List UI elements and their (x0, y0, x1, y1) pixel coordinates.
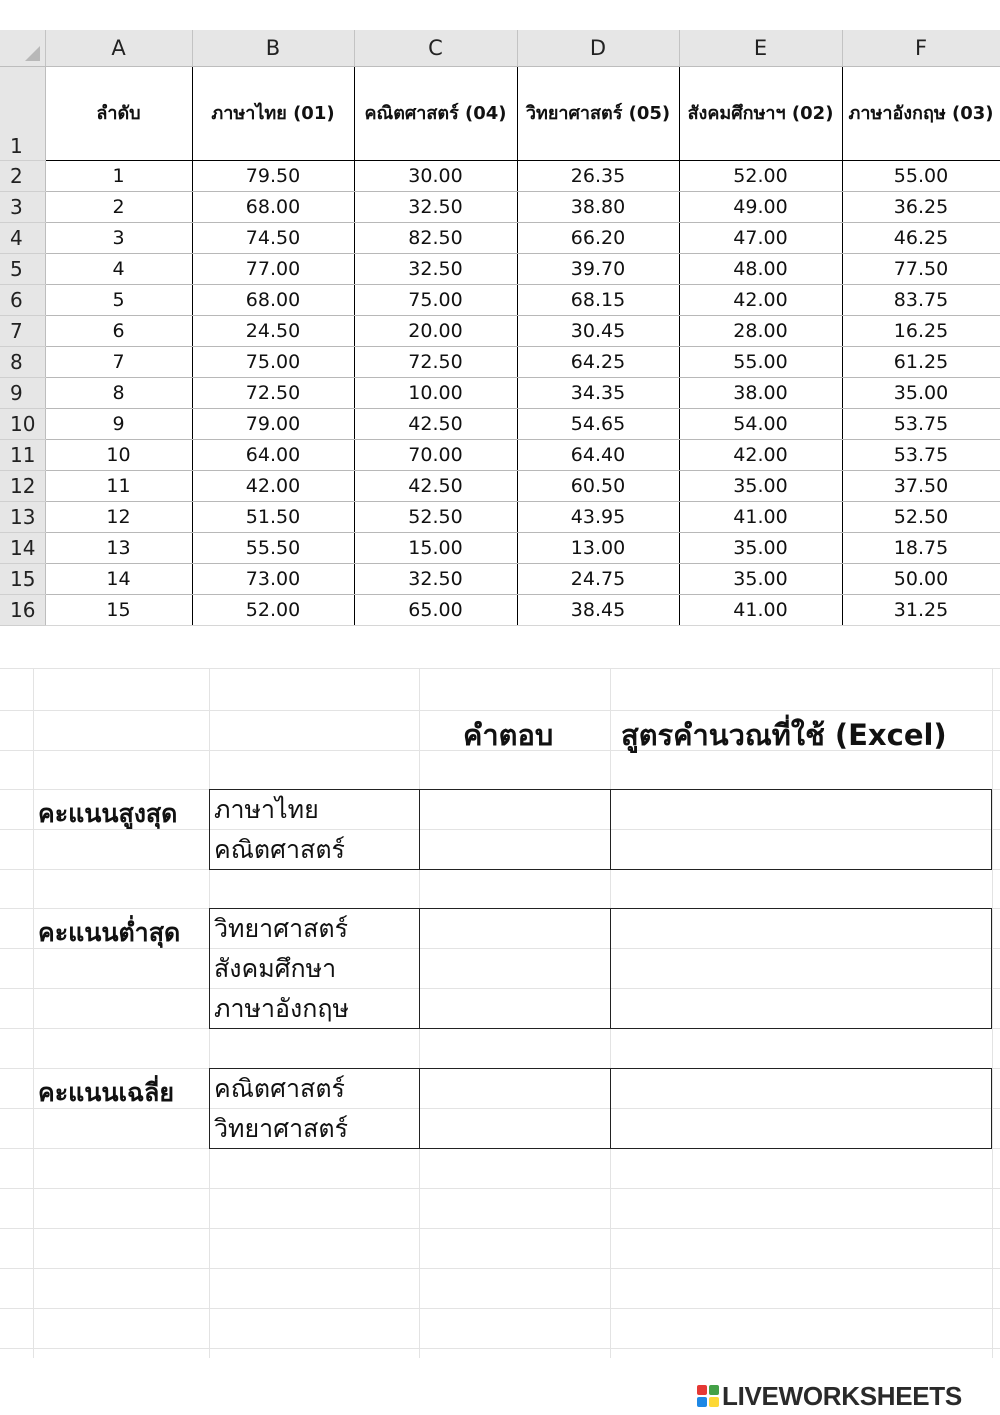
cell-english[interactable]: 31.25 (842, 595, 1000, 626)
cell-english[interactable]: 83.75 (842, 285, 1000, 316)
cell-english[interactable]: 55.00 (842, 161, 1000, 192)
avg-score-label: คะแนนเฉลี่ย (38, 1078, 174, 1107)
cell-science[interactable]: 30.45 (517, 316, 679, 347)
gridline (0, 1228, 1000, 1229)
gridline (992, 668, 993, 1358)
cell-order[interactable]: 4 (45, 254, 192, 285)
cell-science[interactable]: 34.35 (517, 378, 679, 409)
table-row (0, 440, 1000, 471)
cell-english[interactable]: 35.00 (842, 378, 1000, 409)
cell-thai[interactable]: 79.50 (192, 161, 354, 192)
cell-thai[interactable]: 73.00 (192, 564, 354, 595)
cell-math[interactable]: 75.00 (354, 285, 517, 316)
cell-social[interactable]: 28.00 (679, 316, 842, 347)
cell-math[interactable]: 42.50 (354, 409, 517, 440)
max-formula-box[interactable] (610, 789, 992, 870)
answer-column-header: คำตอบ (463, 718, 554, 752)
row-number[interactable]: 7 (0, 316, 45, 347)
min-subject-science: วิทยาศาสตร์ (214, 914, 349, 943)
row-number[interactable]: 3 (0, 192, 45, 223)
cell-social[interactable]: 42.00 (679, 285, 842, 316)
cell-science[interactable]: 13.00 (517, 533, 679, 564)
header-cell-order[interactable]: ลำดับ (45, 67, 192, 161)
cell-math[interactable]: 30.00 (354, 161, 517, 192)
cell-order[interactable]: 6 (45, 316, 192, 347)
cell-science[interactable]: 60.50 (517, 471, 679, 502)
header-cell-social[interactable]: สังคมศึกษาฯ (02) (679, 67, 842, 161)
cell-social[interactable]: 47.00 (679, 223, 842, 254)
row-number[interactable]: 6 (0, 285, 45, 316)
row-number[interactable]: 1 (0, 67, 45, 161)
cell-english[interactable]: 53.75 (842, 409, 1000, 440)
cell-order[interactable]: 9 (45, 409, 192, 440)
cell-order[interactable]: 13 (45, 533, 192, 564)
row-number[interactable]: 11 (0, 440, 45, 471)
table-row (0, 285, 1000, 316)
table-row (0, 564, 1000, 595)
header-cell-english[interactable]: ภาษาอังกฤษ (03) (842, 67, 1000, 161)
min-subject-social: สังคมศึกษา (214, 954, 337, 983)
cell-social[interactable]: 55.00 (679, 347, 842, 378)
cell-english[interactable]: 53.75 (842, 440, 1000, 471)
cell-english[interactable]: 52.50 (842, 502, 1000, 533)
cell-social[interactable]: 41.00 (679, 595, 842, 626)
cell-math[interactable]: 42.50 (354, 471, 517, 502)
cell-social[interactable]: 35.00 (679, 564, 842, 595)
select-all-corner[interactable] (0, 30, 45, 67)
column-header-d[interactable]: D (517, 30, 679, 67)
max-score-label: คะแนนสูงสุด (38, 799, 178, 828)
table-row (0, 223, 1000, 254)
liveworksheets-logo-text: LIVEWORKSHEETS (722, 1380, 962, 1411)
min-formula-box[interactable] (610, 908, 992, 1029)
cell-math[interactable]: 32.50 (354, 564, 517, 595)
column-header-c[interactable]: C (354, 30, 517, 67)
cell-order[interactable]: 8 (45, 378, 192, 409)
formula-column-header: สูตรคำนวณที่ใช้ (Excel) (621, 718, 947, 752)
liveworksheets-logo (697, 1381, 962, 1411)
cell-thai[interactable]: 74.50 (192, 223, 354, 254)
cell-science[interactable]: 43.95 (517, 502, 679, 533)
avg-subject-science: วิทยาศาสตร์ (214, 1114, 349, 1143)
table-row (0, 533, 1000, 564)
cell-thai[interactable]: 68.00 (192, 285, 354, 316)
gridline (0, 1348, 1000, 1349)
cell-thai[interactable]: 52.00 (192, 595, 354, 626)
cell-math[interactable]: 32.50 (354, 254, 517, 285)
table-row (0, 471, 1000, 502)
avg-subject-math: คณิตศาสตร์ (214, 1074, 345, 1103)
cell-social[interactable]: 48.00 (679, 254, 842, 285)
header-cell-math[interactable]: คณิตศาสตร์ (04) (354, 67, 517, 161)
column-header-a[interactable]: A (45, 30, 192, 67)
cell-science[interactable]: 38.80 (517, 192, 679, 223)
table-row (0, 316, 1000, 347)
cell-science[interactable]: 68.15 (517, 285, 679, 316)
cell-thai[interactable]: 64.00 (192, 440, 354, 471)
cell-order[interactable]: 3 (45, 223, 192, 254)
cell-order[interactable]: 14 (45, 564, 192, 595)
cell-math[interactable]: 32.50 (354, 192, 517, 223)
cell-order[interactable]: 7 (45, 347, 192, 378)
table-row (0, 161, 1000, 192)
gridline (0, 1308, 1000, 1309)
cell-science[interactable]: 24.75 (517, 564, 679, 595)
cell-order[interactable]: 10 (45, 440, 192, 471)
cell-thai[interactable]: 51.50 (192, 502, 354, 533)
cell-science[interactable]: 66.20 (517, 223, 679, 254)
cell-english[interactable]: 37.50 (842, 471, 1000, 502)
table-row (0, 192, 1000, 223)
table-row (0, 502, 1000, 533)
cell-thai[interactable]: 79.00 (192, 409, 354, 440)
worksheet-section (0, 668, 1000, 1358)
avg-answer-box[interactable] (419, 1068, 611, 1149)
table-row (0, 254, 1000, 285)
cell-english[interactable]: 50.00 (842, 564, 1000, 595)
header-cell-science[interactable]: วิทยาศาสตร์ (05) (517, 67, 679, 161)
cell-science[interactable]: 54.65 (517, 409, 679, 440)
table-row (0, 595, 1000, 626)
cell-thai[interactable]: 42.00 (192, 471, 354, 502)
cell-social[interactable]: 38.00 (679, 378, 842, 409)
cell-math[interactable]: 72.50 (354, 347, 517, 378)
row-number[interactable]: 16 (0, 595, 45, 626)
header-cell-thai[interactable]: ภาษาไทย (01) (192, 67, 354, 161)
cell-math[interactable]: 52.50 (354, 502, 517, 533)
cell-math[interactable]: 70.00 (354, 440, 517, 471)
cell-thai[interactable]: 55.50 (192, 533, 354, 564)
min-answer-box[interactable] (419, 908, 611, 1029)
row-number[interactable]: 14 (0, 533, 45, 564)
cell-social[interactable]: 49.00 (679, 192, 842, 223)
cell-english[interactable]: 46.25 (842, 223, 1000, 254)
cell-social[interactable]: 52.00 (679, 161, 842, 192)
cell-social[interactable]: 54.00 (679, 409, 842, 440)
cell-english[interactable]: 61.25 (842, 347, 1000, 378)
cell-social[interactable]: 35.00 (679, 533, 842, 564)
column-header-row (0, 30, 1000, 67)
liveworksheets-logo-icon (697, 1385, 719, 1407)
cell-thai[interactable]: 68.00 (192, 192, 354, 223)
table-row (0, 347, 1000, 378)
cell-english[interactable]: 16.25 (842, 316, 1000, 347)
cell-english[interactable]: 18.75 (842, 533, 1000, 564)
cell-math[interactable]: 10.00 (354, 378, 517, 409)
cell-english[interactable]: 36.25 (842, 192, 1000, 223)
cell-order[interactable]: 2 (45, 192, 192, 223)
cell-order[interactable]: 1 (45, 161, 192, 192)
avg-formula-box[interactable] (610, 1068, 992, 1149)
table-row (0, 378, 1000, 409)
cell-order[interactable]: 12 (45, 502, 192, 533)
cell-order[interactable]: 5 (45, 285, 192, 316)
score-spreadsheet (0, 30, 1000, 622)
cell-thai[interactable]: 24.50 (192, 316, 354, 347)
cell-social[interactable]: 41.00 (679, 502, 842, 533)
cell-science[interactable]: 39.70 (517, 254, 679, 285)
cell-thai[interactable]: 75.00 (192, 347, 354, 378)
cell-thai[interactable]: 77.00 (192, 254, 354, 285)
max-subject-math: คณิตศาสตร์ (214, 835, 345, 864)
column-header-b[interactable]: B (192, 30, 354, 67)
cell-science[interactable]: 38.45 (517, 595, 679, 626)
cell-order[interactable]: 15 (45, 595, 192, 626)
cell-social[interactable]: 35.00 (679, 471, 842, 502)
column-header-f[interactable]: F (842, 30, 1000, 67)
gridline (0, 710, 1000, 711)
cell-math[interactable]: 82.50 (354, 223, 517, 254)
cell-math[interactable]: 65.00 (354, 595, 517, 626)
column-header-e[interactable]: E (679, 30, 842, 67)
table-row (0, 409, 1000, 440)
row-number[interactable]: 12 (0, 471, 45, 502)
min-subject-english: ภาษาอังกฤษ (214, 994, 350, 1023)
row-number[interactable]: 8 (0, 347, 45, 378)
row-number[interactable]: 10 (0, 409, 45, 440)
cell-social[interactable]: 42.00 (679, 440, 842, 471)
cell-science[interactable]: 64.40 (517, 440, 679, 471)
gridline (0, 1268, 1000, 1269)
cell-science[interactable]: 64.25 (517, 347, 679, 378)
cell-math[interactable]: 15.00 (354, 533, 517, 564)
gridline (0, 668, 1000, 669)
cell-english[interactable]: 77.50 (842, 254, 1000, 285)
subject-header-row (0, 67, 1000, 161)
cell-math[interactable]: 20.00 (354, 316, 517, 347)
gridline (0, 1188, 1000, 1189)
row-number[interactable]: 5 (0, 254, 45, 285)
max-subject-thai: ภาษาไทย (214, 795, 319, 824)
cell-order[interactable]: 11 (45, 471, 192, 502)
row-number[interactable]: 2 (0, 161, 45, 192)
gridline (33, 668, 34, 1358)
row-number[interactable]: 4 (0, 223, 45, 254)
row-number[interactable]: 15 (0, 564, 45, 595)
cell-science[interactable]: 26.35 (517, 161, 679, 192)
row-number[interactable]: 9 (0, 378, 45, 409)
min-score-label: คะแนนต่ำสุด (38, 918, 181, 947)
score-rows (0, 161, 1000, 626)
max-answer-box[interactable] (419, 789, 611, 870)
row-number[interactable]: 13 (0, 502, 45, 533)
cell-thai[interactable]: 72.50 (192, 378, 354, 409)
